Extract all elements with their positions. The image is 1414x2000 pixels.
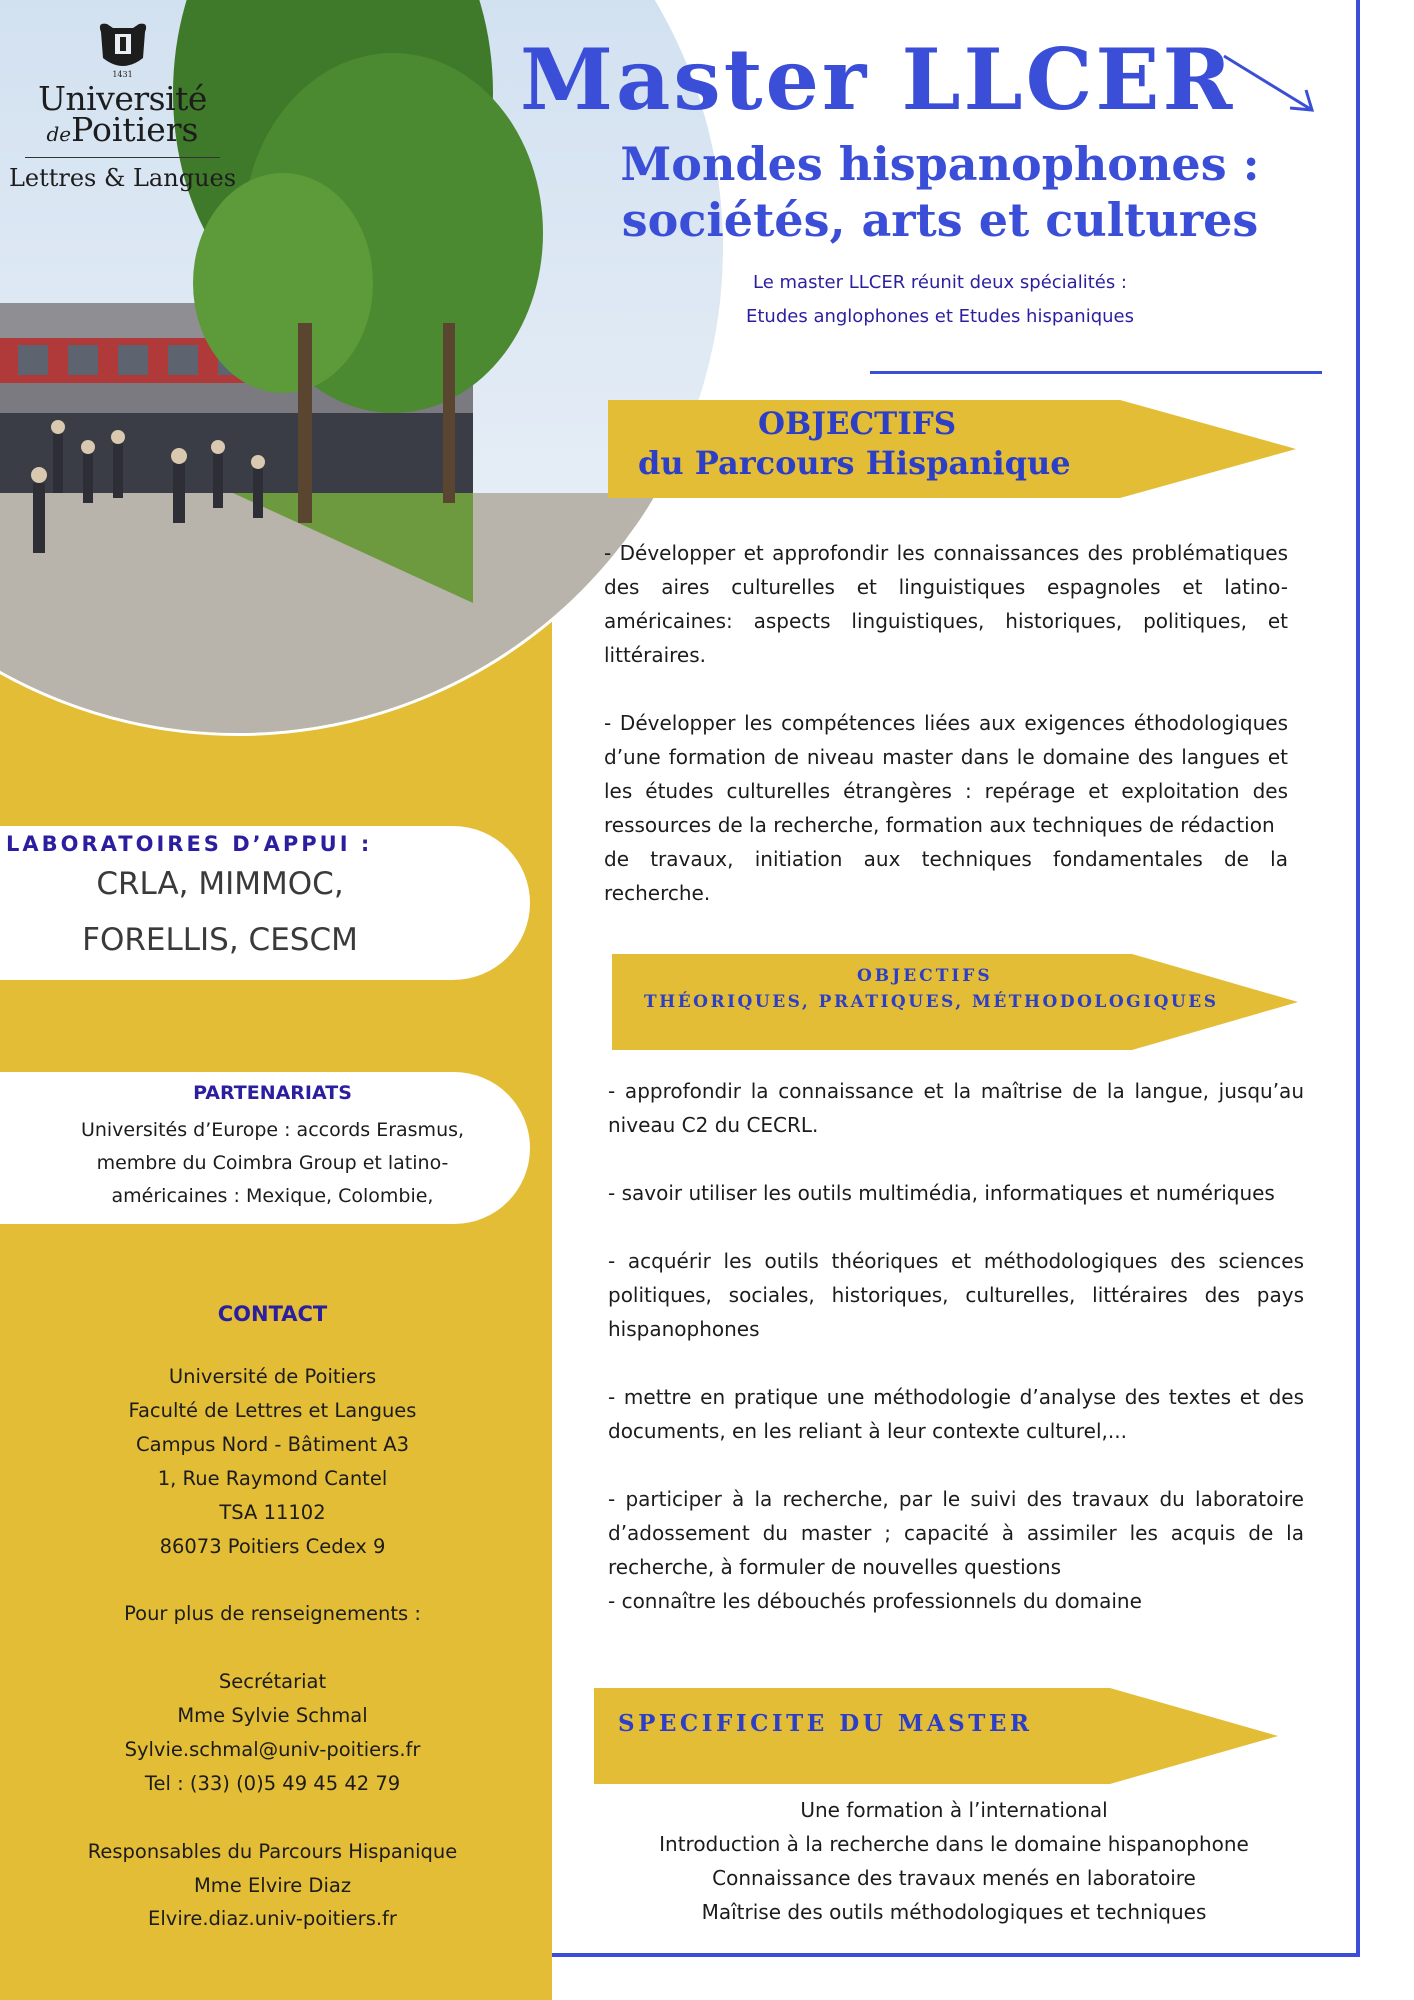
partenariats-line: Universités d’Europe : accords Erasmus, <box>80 1119 465 1141</box>
specificite-item: Maîtrise des outils méthodologiques et techniques <box>701 1900 1207 1924</box>
contact-spacer <box>0 1631 545 1665</box>
objectifs-theoriques-banner <box>612 954 1300 1050</box>
objectifs-para-2: - Développer les compétences liées aux exigences éthodologiques d’une formation de niveau master dans le domaine des langues et les études culturelles étrangères : repérage et exploitation des ressources de la recherche, formation aux techniques de rédaction <box>604 711 1288 837</box>
contact-phone: Tel : (33) (0)5 49 45 42 79 <box>144 1771 401 1795</box>
logo-year: 1431 <box>112 70 133 79</box>
specificite-list <box>552 1793 1356 1929</box>
specificite-item: Introduction à la recherche dans le domaine hispanophone <box>659 1832 1249 1856</box>
objectifs-theoriques-line-2: THÉORIQUES, PRATIQUES, MÉTHODOLOGIQUES <box>644 992 1219 1012</box>
divider <box>870 371 1322 374</box>
contact-line: Pour plus de renseignements : <box>124 1602 421 1626</box>
contact-email-link[interactable]: Elvire.diaz.univ-poitiers.fr <box>148 1907 397 1931</box>
specificite-item: Une formation à l’international <box>800 1798 1108 1822</box>
contact-line: Mme Elvire Diaz <box>193 1873 352 1897</box>
contact-line: Université de Poitiers <box>168 1365 377 1388</box>
objectifs-theoriques-list <box>608 1074 1304 1618</box>
specificite-banner-title: SPECIFICITE DU MASTER <box>618 1710 1033 1737</box>
arrow-down-right-icon <box>1220 50 1320 124</box>
contact-line: Faculté de Lettres et Langues <box>128 1398 417 1422</box>
logo-universite: Université <box>38 79 207 118</box>
objectif-item: - connaître les débouchés professionnels du domaine <box>608 1589 1142 1613</box>
page-title: Master LLCER <box>520 30 1236 129</box>
logo-lettres-langues: Lettres & Langues <box>8 164 237 192</box>
contact-line: Campus Nord - Bâtiment A3 <box>136 1432 409 1456</box>
objectifs-text <box>604 536 1288 910</box>
specificite-banner <box>594 1688 1280 1784</box>
crest-icon <box>93 18 153 74</box>
objectif-item: - savoir utiliser les outils multimédia, informatiques et numériques <box>608 1181 1275 1205</box>
objectif-item: - participer à la recherche, par le suivi des travaux du laboratoire d’adossement du master ; capacité à assimiler les acquis de la recherche, à formuler de nouvelles questions <box>608 1487 1304 1579</box>
objectifs-para-1: - Développer et approfondir les connaissances des problématiques des aires culturelles et linguistiques espagnoles et latino-américaines: aspects linguistiques, historiques, politiques, et littéraires. <box>604 541 1288 667</box>
objectifs-para-3: de travaux, initiation aux techniques fondamentales de la recherche. <box>604 847 1288 905</box>
subtitle-line-2: sociétés, arts et cultures <box>621 193 1259 247</box>
contact-title: CONTACT <box>217 1302 328 1326</box>
partenariats-line: membre du Coimbra Group et latino- <box>96 1152 449 1174</box>
objectif-item: - mettre en pratique une méthodologie d’analyse des textes et des documents, en les reliant à leur contexte culturel,... <box>608 1385 1304 1443</box>
partenariats-line: américaines : Mexique, Colombie, <box>111 1185 434 1207</box>
contact-spacer <box>0 1801 545 1835</box>
contact-line: 1, Rue Raymond Cantel <box>157 1466 388 1490</box>
objectifs-banner <box>608 400 1298 498</box>
specificite-item: Connaissance des travaux menés en laboratoire <box>712 1866 1196 1890</box>
page-subtitle <box>540 136 1340 248</box>
objectifs-banner-line-1: OBJECTIFS <box>758 406 957 442</box>
contact-email-link[interactable]: Sylvie.schmal@univ-poitiers.fr <box>124 1737 421 1761</box>
contact-spacer <box>0 1563 545 1597</box>
intro-text <box>680 266 1200 334</box>
contact-line: 86073 Poitiers Cedex 9 <box>159 1534 386 1558</box>
logo-rule <box>25 157 220 158</box>
laboratoires-title: LABORATOIRES D’APPUI : <box>6 832 373 856</box>
subtitle-line-1: Mondes hispanophones : <box>620 137 1260 191</box>
contact-line: Secrétariat <box>218 1670 327 1694</box>
contact-line: Responsables du Parcours Hispanique <box>87 1839 458 1863</box>
objectif-item: - acquérir les outils théoriques et méthodologiques des sciences politiques, sociales, historiques, culturelles, littéraires des pays hispanophones <box>608 1249 1304 1341</box>
objectif-item: - approfondir la connaissance et la maîtrise de la langue, jusqu’au niveau C2 du CECRL. <box>608 1079 1304 1137</box>
objectifs-theoriques-line-1: OBJECTIFS <box>857 966 993 986</box>
logo-poitiers: Poitiers <box>71 110 199 149</box>
logo-de: de <box>46 122 72 146</box>
intro-line-1: Le master LLCER réunit deux spécialités : <box>753 272 1127 293</box>
contact-body <box>0 1360 545 1936</box>
logo-poitiers-line <box>0 110 245 149</box>
laboratoires-line-2: FORELLIS, CESCM <box>82 922 358 958</box>
objectifs-banner-line-2: du Parcours Hispanique <box>638 444 1071 482</box>
contact-line: Mme Sylvie Schmal <box>177 1704 368 1728</box>
laboratoires-line-1: CRLA, MIMMOC, <box>96 866 344 902</box>
intro-line-2: Etudes anglophones et Etudes hispaniques <box>746 306 1134 327</box>
contact-line: TSA 11102 <box>219 1500 326 1524</box>
partenariats-title: PARTENARIATS <box>193 1082 352 1104</box>
university-logo <box>0 0 245 190</box>
partenariats-body <box>0 1114 545 1213</box>
